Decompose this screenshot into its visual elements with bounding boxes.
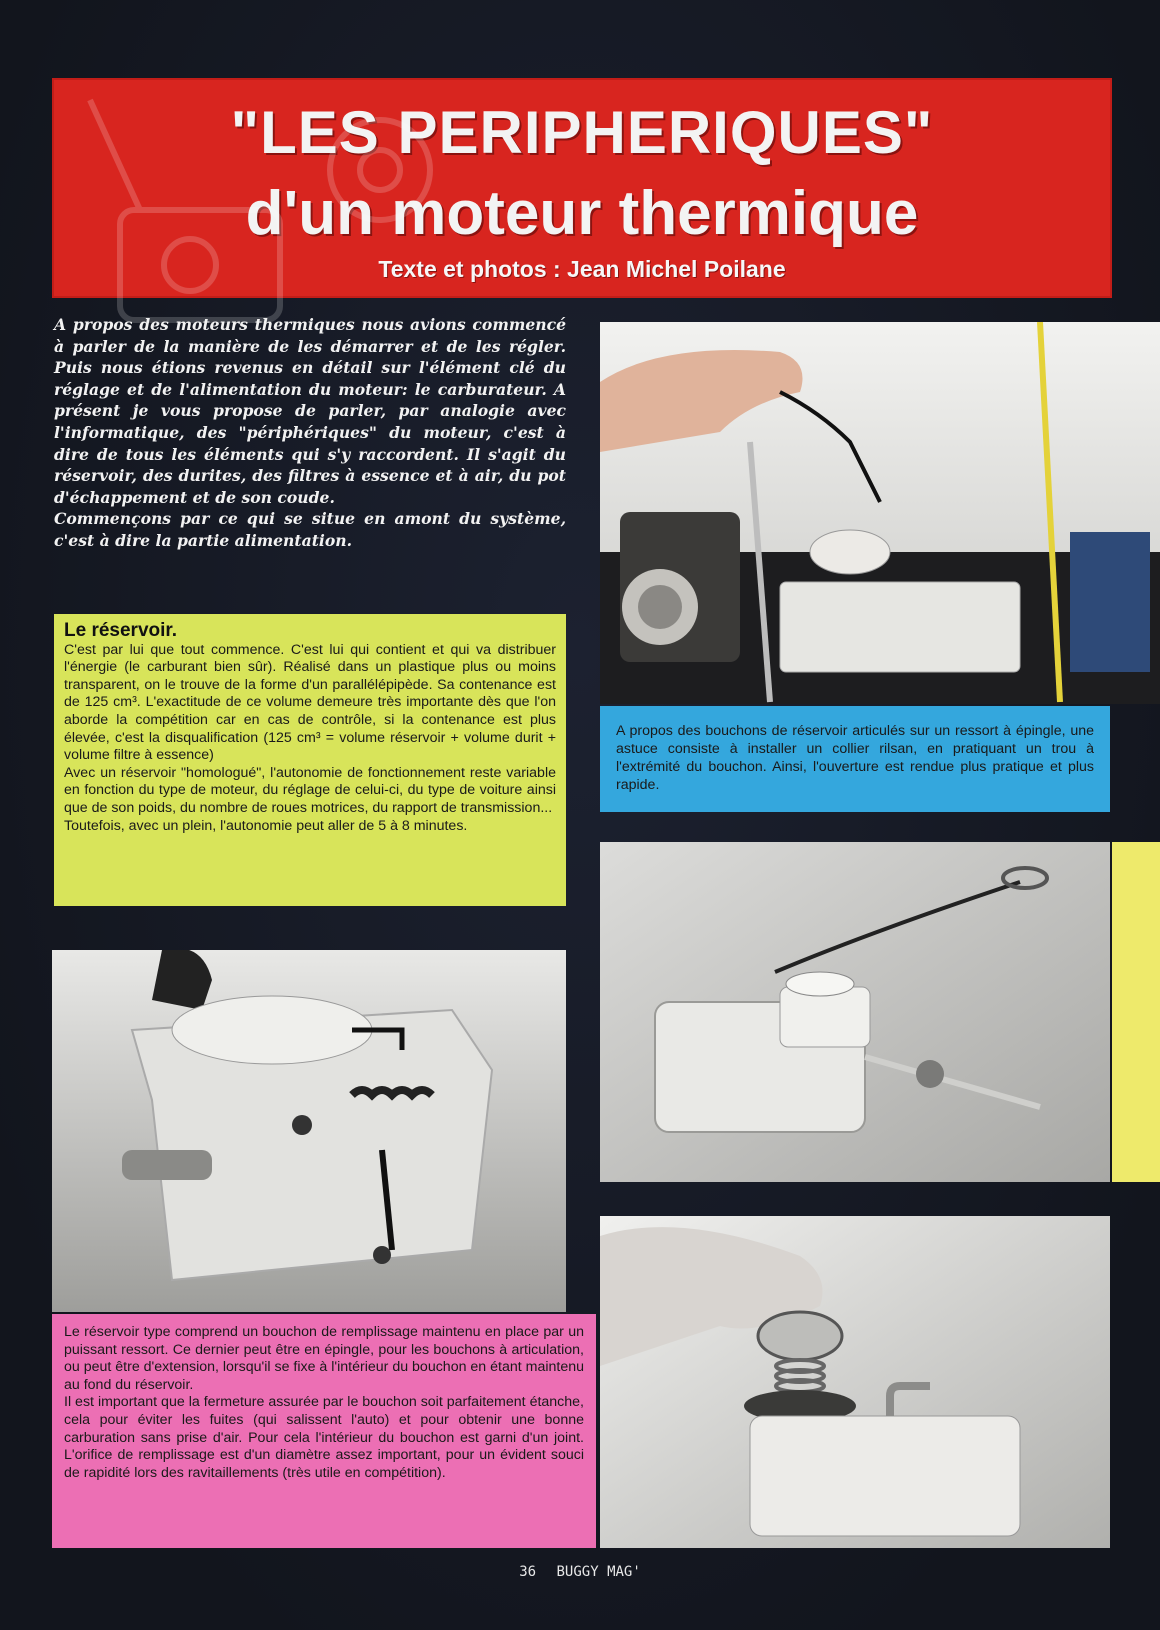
body-paragraph: Avec un réservoir "homologué", l'autonomie de fonctionnement reste variable en fonction du type de moteur, du réglage de celui-ci, du type de voiture ainsi que de son poids, du nombre de roues motrices, du rapport de transmission... (64, 764, 556, 816)
reservoir-box (54, 614, 566, 906)
body-paragraph: Toutefois, avec un plein, l'autonomie peut aller de 5 à 8 minutes. (64, 817, 468, 834)
body-paragraph: C'est par lui que tout commence. C'est lui qui contient et qui va distribuer l'énergie (le carburant bien sûr). Réalisé dans un plastique plus ou moins transparent, on le trouve de la forme d'un parallélépipède. Sa contenance est de 125 cm³. L'exactitude de ce volume demeure très importante dès que l'on aborde la compétition car en cas de contrôle, si la contenance est plus élevée, c'est la disqualification (125 cm³ = volume réservoir + volume durit + volume filtre à essence) (64, 641, 556, 764)
article-title: "LES PERIPHERIQUES" (230, 99, 934, 166)
caption-box-blue (600, 706, 1110, 812)
photo-tank-closeup (52, 950, 566, 1312)
caption-text: A propos des bouchons de réservoir articulés sur un ressort à épingle, une astuce consiste à installer un collier rilsan, en pratiquant un trou à l'extrémité du bouchon. Ainsi, l'ouverture est rendue plus pratique et plus rapide. (616, 723, 1094, 793)
section-heading: Le réservoir. (64, 620, 178, 641)
intro-text (54, 314, 566, 552)
page-footer (0, 1564, 1160, 1580)
photo-cap-spring (600, 1216, 1110, 1548)
caption-paragraph: Il est important que la fermeture assurée par le bouchon soit parfaitement étanche, cela pour éviter les fuites (qui salissent l'auto) et pour obtenir une bonne carburation sans prise d'air. Pour cela l'intérieur du bouchon est garni d'un joint. L'orifice de remplissage est d'un diamètre assez important, pour un évident souci de rapidité lors des ravitaillements (très utile en compétition). (64, 1394, 584, 1481)
photo-engine-tank (600, 322, 1160, 704)
caption-paragraph: Le réservoir type comprend un bouchon de remplissage maintenu en place par un puissant ressort. Ce dernier peut être en épingle, pour les bouchons à articulation, ou peut être d'extension, lorsqu'il se fixe à l'intérieur du bouchon en étant maintenu au fond du réservoir. (64, 1324, 584, 1393)
intro-paragraph: Commençons par ce qui se situe en amont du système, c'est à dire la partie alimentation. (54, 509, 566, 550)
photo-tank-hinged-cap (600, 842, 1110, 1182)
title-banner (52, 78, 1112, 298)
page-number: 36 (519, 1564, 537, 1580)
byline: Texte et photos : Jean Michel Poilane (378, 256, 786, 282)
intro-paragraph: A propos des moteurs thermiques nous avions commencé à parler de la manière de les démarrer et de les régler. Puis nous étions revenus en détail sur l'élément clé du réglage et de l'alimentation du moteur: le carburateur. A présent je vous propose de parler, par analogie avec l'informatique, des "périphériques" du moteur, c'est à dire de tous les éléments qui s'y raccordent. Il s'agit du réservoir, des durites, des filtres à essence et à air, du pot d'échappement et de son coude. (54, 315, 566, 507)
article-subtitle: d'un moteur thermique (245, 179, 919, 248)
caption-box-pink (52, 1314, 596, 1548)
accent-strip (1112, 842, 1160, 1182)
magazine-name: BUGGY MAG' (556, 1564, 641, 1580)
